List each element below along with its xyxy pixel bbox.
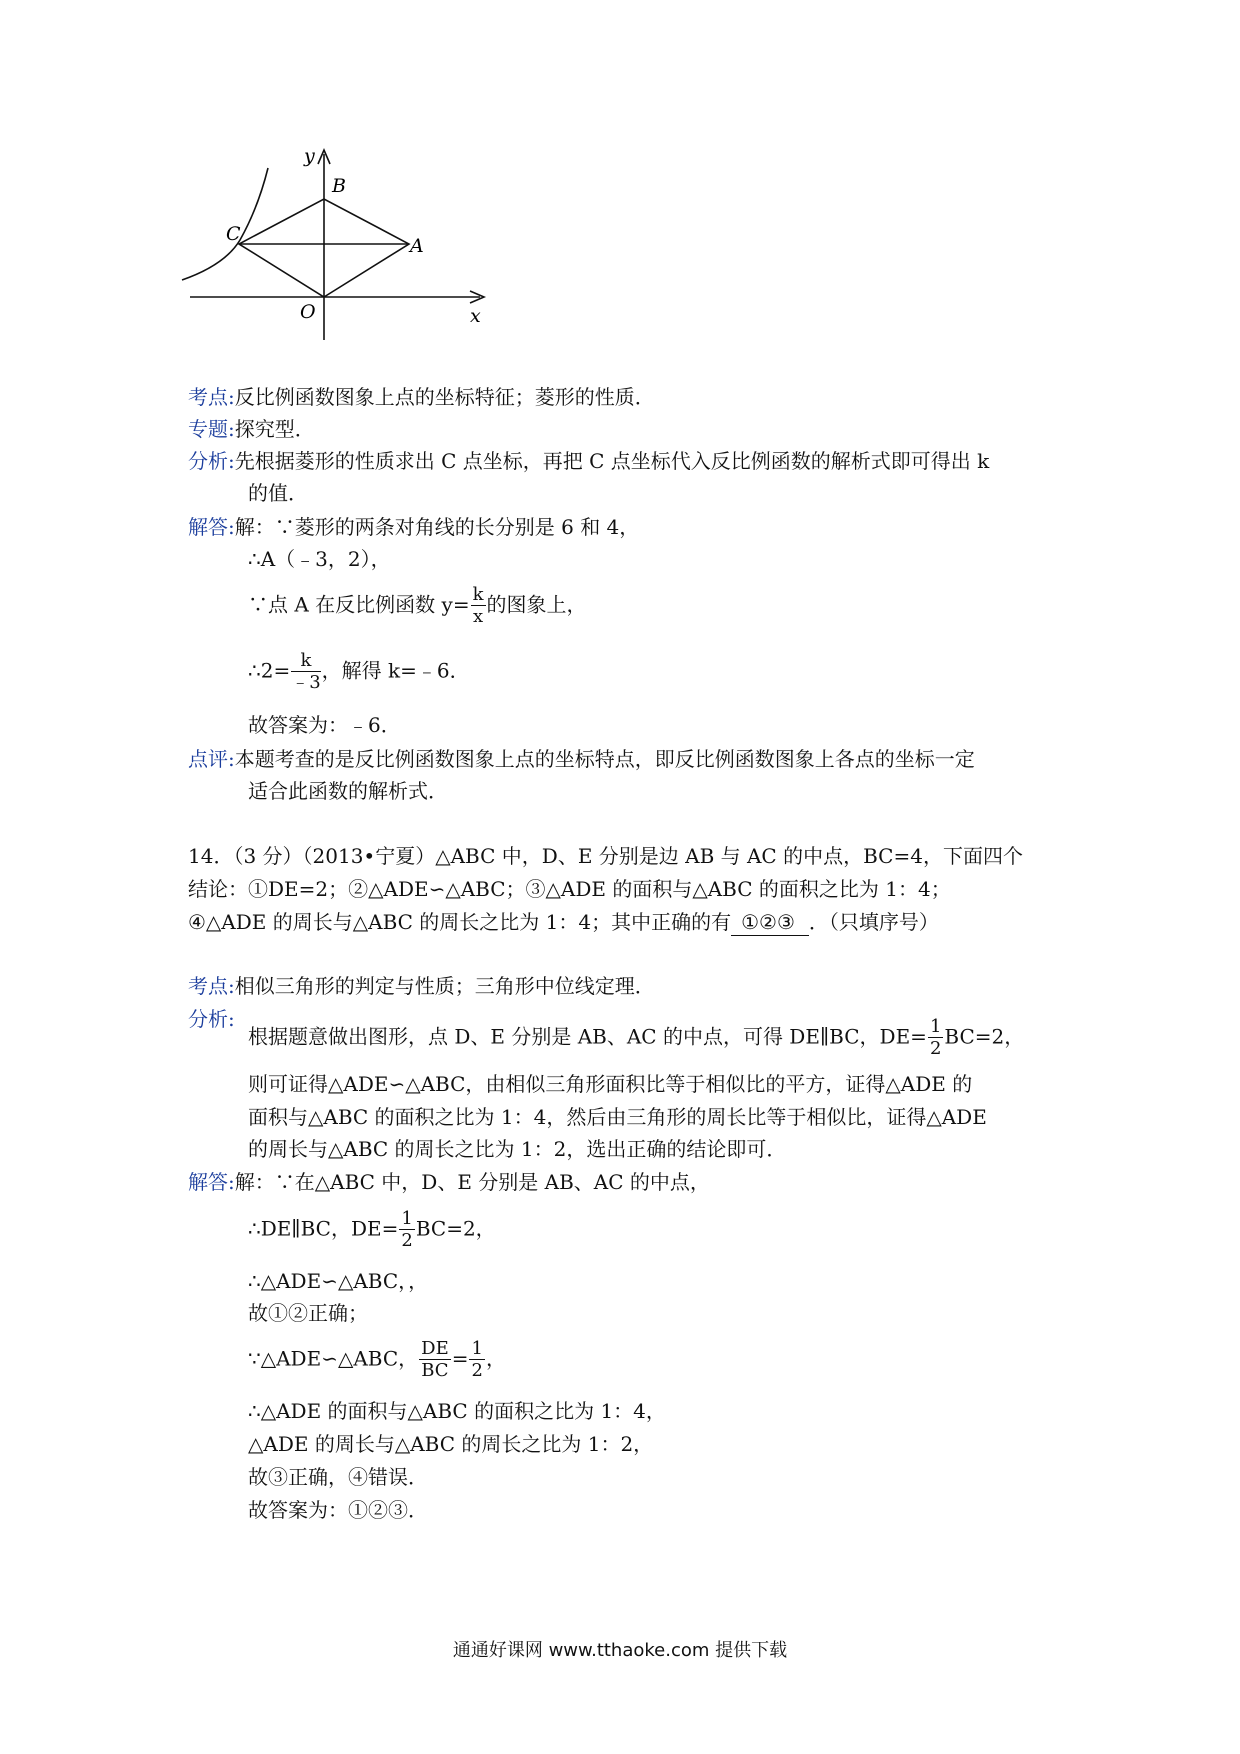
q13-jieda-line4-pre: ∴2=: [248, 658, 291, 683]
fraction-one-half: [928, 1018, 943, 1058]
q14-fenxi-line1: [248, 1018, 1024, 1058]
q13-jieda-line4: [248, 652, 470, 692]
frac-den: 2: [401, 1230, 413, 1251]
q14-jieda-line2-pre: ∴DE∥BC，DE=: [248, 1216, 399, 1241]
q13-kaodian-text: 反比例函数图象上点的坐标特征；菱形的性质．: [234, 385, 655, 409]
fraction-one-half: [399, 1210, 414, 1250]
q13-jieda-line3: [248, 586, 587, 626]
point-o-label: O: [300, 301, 316, 323]
q14-jieda-line3: ∴△ADE∽△ABC，，: [248, 1269, 429, 1293]
q13-dianping-line2: 适合此函数的解析式．: [248, 779, 448, 803]
q14-kaodian: [188, 973, 655, 999]
axis-y-label: y: [304, 145, 315, 167]
frac-num: k: [291, 652, 320, 672]
q14-fenxi-line1-post: BC=2，: [944, 1024, 1025, 1049]
frac-den: 2: [471, 1360, 483, 1381]
q13-jieda-line2: ∴A（﹣3，2），: [248, 547, 391, 571]
q14-fenxi-line3: 面积与△ABC 的面积之比为 1：4，然后由三角形的周长比等于相似比，证得△ADE: [248, 1105, 987, 1129]
q13-jieda-line1: 解：∵菱形的两条对角线的长分别是 6 和 4，: [234, 515, 640, 539]
frac-num: DE: [421, 1338, 449, 1359]
q13-fenxi-line1: 先根据菱形的性质求出 C 点坐标，再把 C 点坐标代入反比例函数的解析式即可得出 k: [234, 449, 990, 473]
frac-num: k: [472, 584, 484, 605]
q13-kaodian-label: 考点:: [188, 385, 235, 409]
q14-jieda-line4: 故①②正确；: [248, 1301, 368, 1325]
q14-stem-line3-post: ．（只填序号）: [808, 910, 939, 934]
q14-jieda-line5-post: ，: [485, 1346, 506, 1371]
page-footer: 通通好课网 www.tthaoke.com 提供下载: [452, 1640, 788, 1661]
q13-jieda: [188, 514, 639, 540]
answer-blank: ①②③: [731, 909, 809, 936]
fraction-one-half: [469, 1340, 484, 1380]
frac-num: 1: [929, 1016, 942, 1037]
q13-zhuanti-label: 专题:: [188, 417, 235, 441]
q14-jieda-line5-pre: ∵△ADE∽△ABC，: [248, 1346, 419, 1371]
q13-jieda-line3-pre: ∵点 A 在反比例函数 y=: [248, 592, 470, 617]
q14-jieda-label: 解答:: [188, 1170, 235, 1194]
q13-kaodian: [188, 384, 655, 410]
q13-zhuanti-text: 探究型．: [234, 417, 315, 441]
q13-jieda-label: 解答:: [188, 515, 235, 539]
q13-jieda-line3-post: 的图象上，: [486, 592, 587, 617]
frac-den: BC: [421, 1360, 449, 1381]
q14-jieda-line9: 故答案为：①②③．: [248, 1498, 428, 1522]
fraction-k-over-neg3: [291, 652, 320, 692]
point-a-label: A: [410, 235, 424, 257]
frac-num: 1: [401, 1208, 413, 1229]
q14-stem-line3: [188, 909, 939, 936]
q14-stem-line2: 结论：①DE=2；②△ADE∽△ABC；③△ADE 的面积与△ABC 的面积之比为 1：4；: [188, 877, 951, 901]
q14-jieda-line5: [248, 1340, 506, 1380]
q14-fenxi-line1-pre: 根据题意做出图形，点 D、E 分别是 AB、AC 的中点，可得 DE∥BC，DE=: [248, 1024, 927, 1049]
frac-den: x: [472, 606, 484, 627]
q14-kaodian-text: 相似三角形的判定与性质；三角形中位线定理．: [234, 974, 655, 998]
q14-fenxi-line4: 的周长与△ABC 的周长之比为 1：2，选出正确的结论即可．: [248, 1137, 787, 1161]
q14-jieda-line6: ∴△ADE 的面积与△ABC 的面积之比为 1：4，: [248, 1399, 666, 1423]
equals-sign: =: [451, 1346, 469, 1371]
q13-fenxi-label: 分析:: [188, 449, 235, 473]
q14-jieda-line7: △ADE 的周长与△ABC 的周长之比为 1：2，: [248, 1432, 654, 1456]
q13-jieda-line4-post: ，解得 k=﹣6．: [321, 658, 470, 683]
q13-dianping: [188, 746, 975, 772]
q14-fenxi-line2: 则可证得△ADE∽△ABC，由相似三角形面积比等于相似比的平方，证得△ADE 的: [248, 1072, 973, 1096]
q13-fenxi: [188, 448, 989, 474]
q14-fenxi-label-text: 分析:: [188, 1007, 235, 1031]
point-b-label: B: [332, 175, 346, 197]
q13-zhuanti: [188, 416, 315, 442]
fraction-de-over-bc: [419, 1340, 451, 1380]
q14-fenxi-label: [188, 1006, 235, 1032]
rhombus-figure: [180, 140, 500, 350]
q14-jieda-line8: 故③正确，④错误．: [248, 1465, 428, 1489]
fraction-k-over-x: [471, 586, 486, 626]
q14-stem-line3-pre: ④△ADE 的周长与△ABC 的周长之比为 1：4；其中正确的有: [188, 910, 732, 934]
point-c-label: C: [226, 223, 241, 245]
q14-jieda-line1: 解：∵在△ABC 中，D、E 分别是 AB、AC 的中点，: [234, 1170, 710, 1194]
frac-den: ﹣3: [291, 672, 321, 693]
q13-dianping-line1: 本题考查的是反比例函数图象上点的坐标特点，即反比例函数图象上各点的坐标一定: [234, 747, 975, 771]
q13-fenxi-line2: 的值．: [248, 481, 308, 505]
q14-jieda: [188, 1169, 710, 1195]
q14-jieda-line2: [248, 1210, 496, 1250]
q13-dianping-label: 点评:: [188, 747, 235, 771]
q14-kaodian-label: 考点:: [188, 974, 235, 998]
q14-jieda-line2-post: BC=2，: [415, 1216, 496, 1241]
axis-x-label: x: [470, 305, 481, 327]
frac-num: 1: [471, 1338, 483, 1359]
q13-jieda-line5: 故答案为：﹣6．: [248, 713, 401, 737]
frac-den: 2: [929, 1038, 942, 1059]
q14-stem-line1: 14．（3 分）（2013•宁夏）△ABC 中，D、E 分别是边 AB 与 AC 的中点，BC=4，下面四个: [188, 844, 1023, 868]
